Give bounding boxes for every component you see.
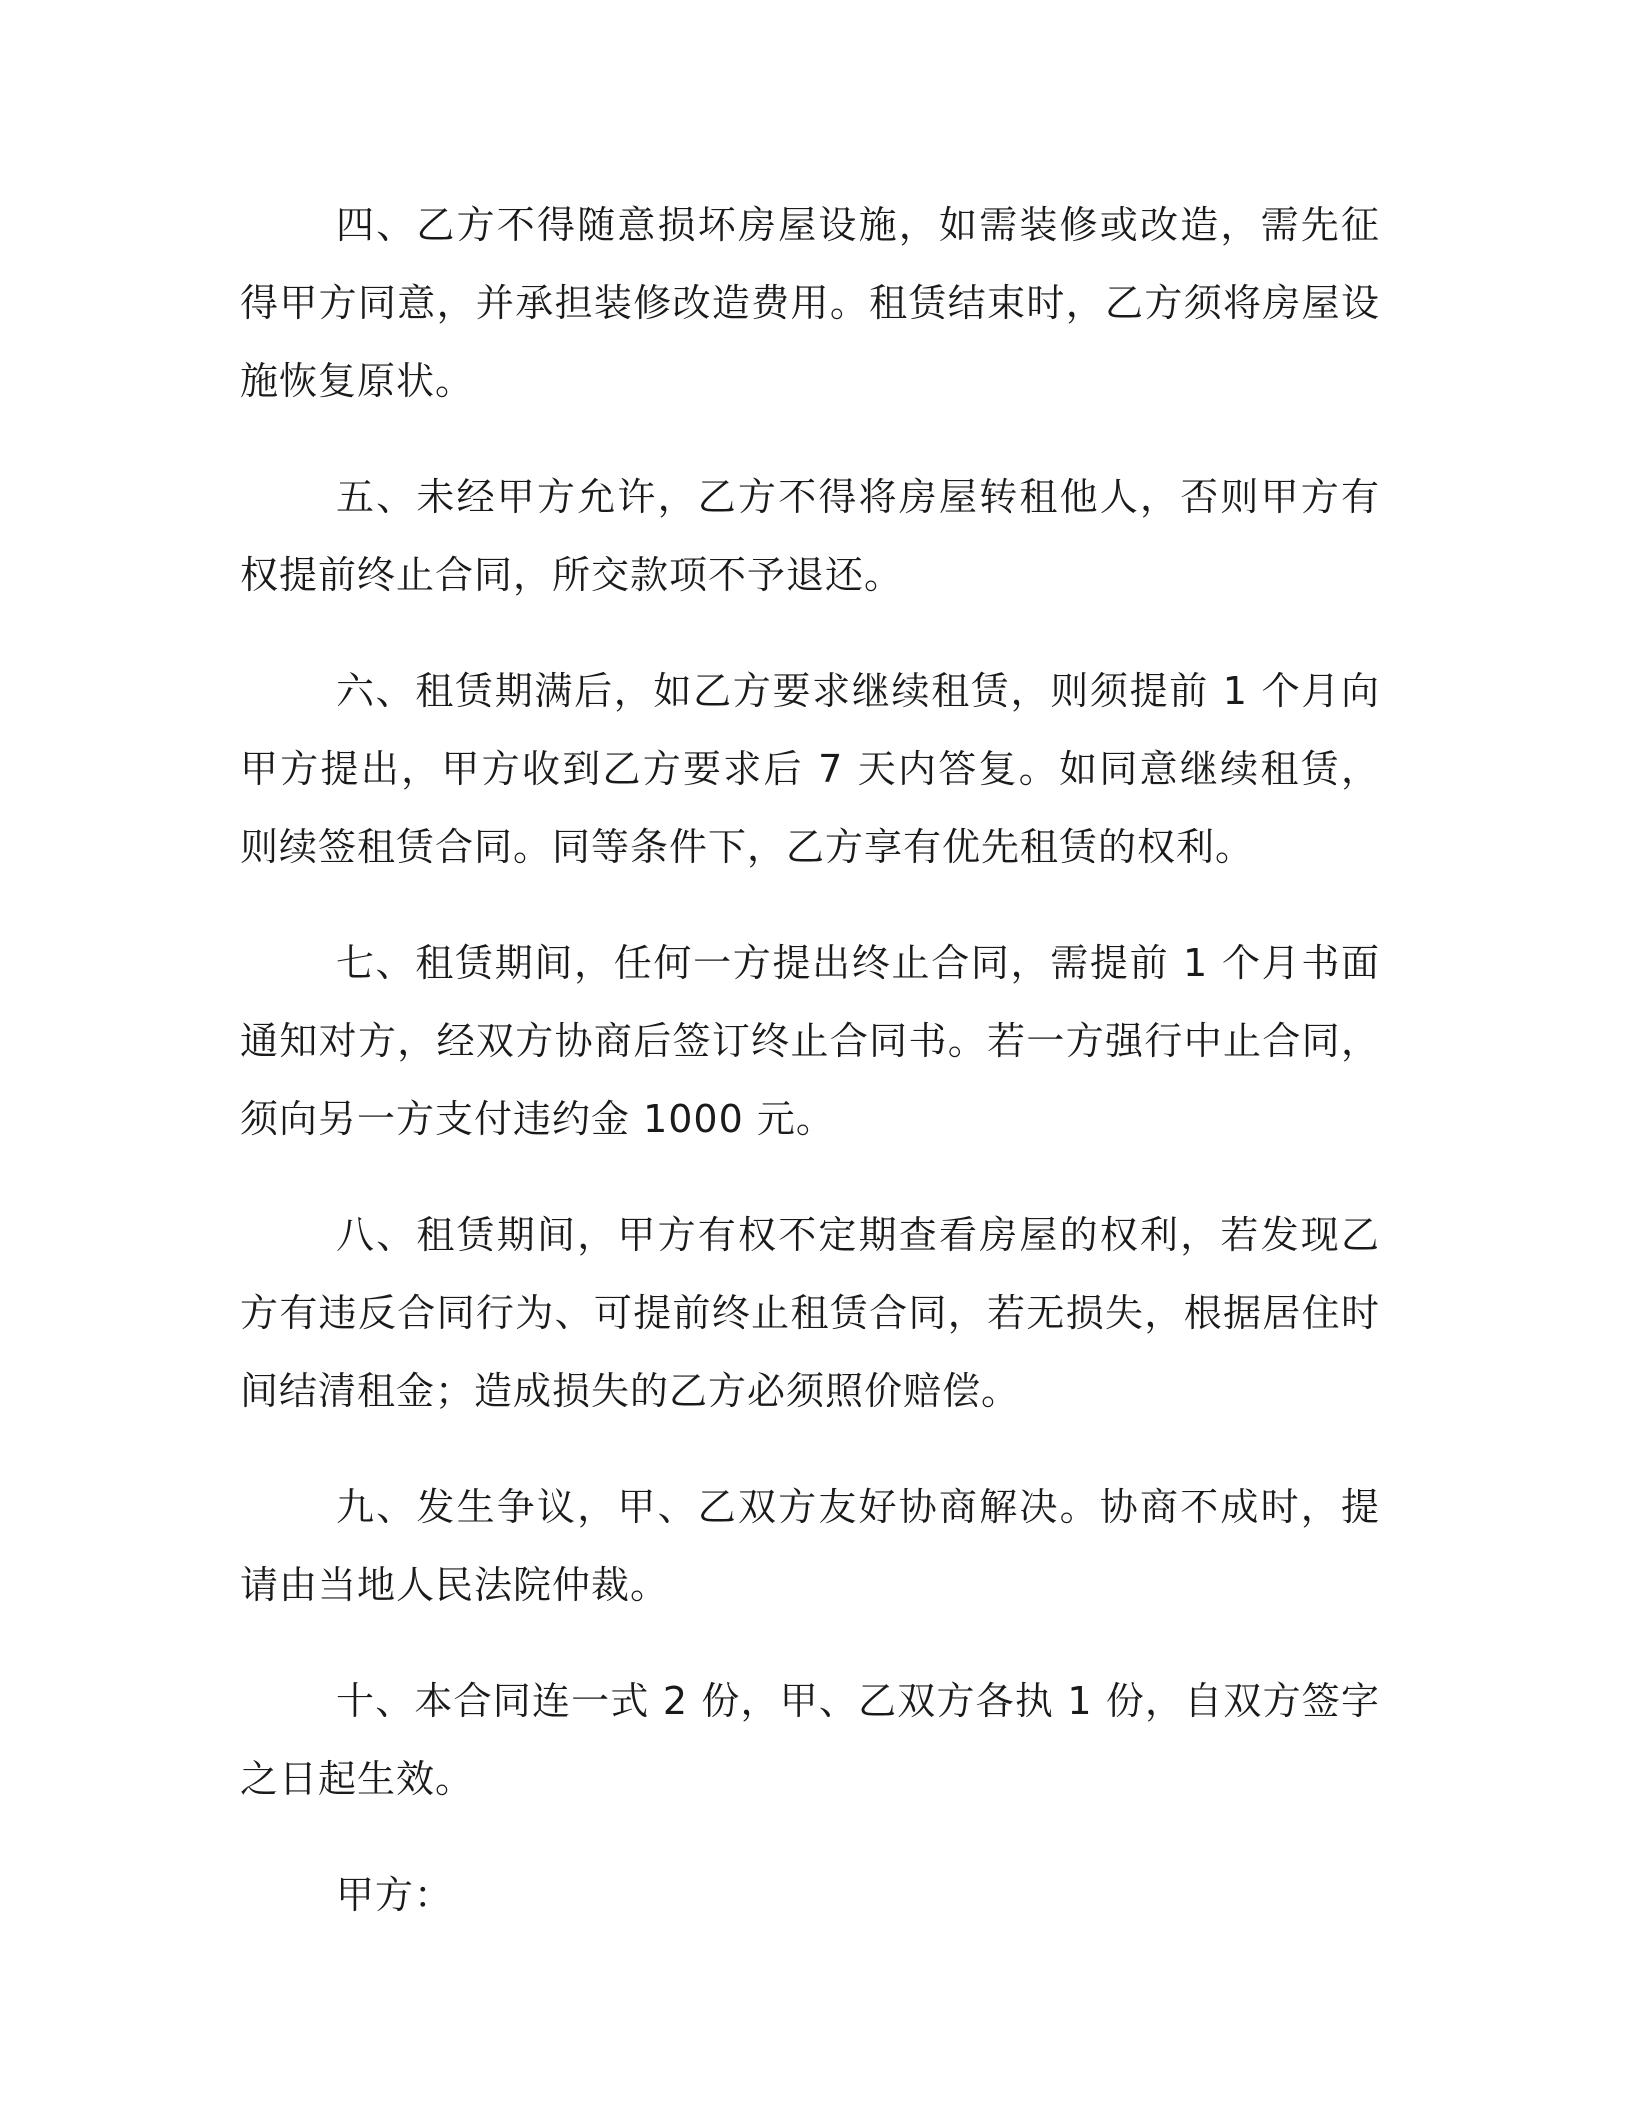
clause-9: 九、发生争议，甲、乙双方友好协商解决。协商不成时，提请由当地人民法院仲裁。 <box>240 1485 1380 1607</box>
clause-5: 五、未经甲方允许，乙方不得将房屋转租他人，否则甲方有权提前终止合同，所交款项不予退还。 <box>240 475 1380 597</box>
contract-body <box>240 186 1380 1934</box>
clause-8: 八、租赁期间，甲方有权不定期查看房屋的权利，若发现乙方有违反合同行为、可提前终止租赁合同，若无损失，根据居住时间结清租金；造成损失的乙方必须照价赔偿。 <box>240 1213 1380 1413</box>
clause-10: 十、本合同连一式 2 份，甲、乙双方各执 1 份，自双方签字之日起生效。 <box>240 1679 1380 1801</box>
clause-7: 七、租赁期间，任何一方提出终止合同，需提前 1 个月书面通知对方，经双方协商后签订终止合同书。若一方强行中止合同，须向另一方支付违约金 1000 元。 <box>240 941 1380 1141</box>
party-a-signature-label: 甲方： <box>336 1873 454 1917</box>
clause-4: 四、乙方不得随意损坏房屋设施，如需装修或改造，需先征得甲方同意，并承担装修改造费用。租赁结束时，乙方须将房屋设施恢复原状。 <box>240 203 1380 403</box>
clause-6: 六、租赁期满后，如乙方要求继续租赁，则须提前 1 个月向甲方提出，甲方收到乙方要求后 7 天内答复。如同意继续租赁，则续签租赁合同。同等条件下，乙方享有优先租赁的权利。 <box>240 669 1380 869</box>
